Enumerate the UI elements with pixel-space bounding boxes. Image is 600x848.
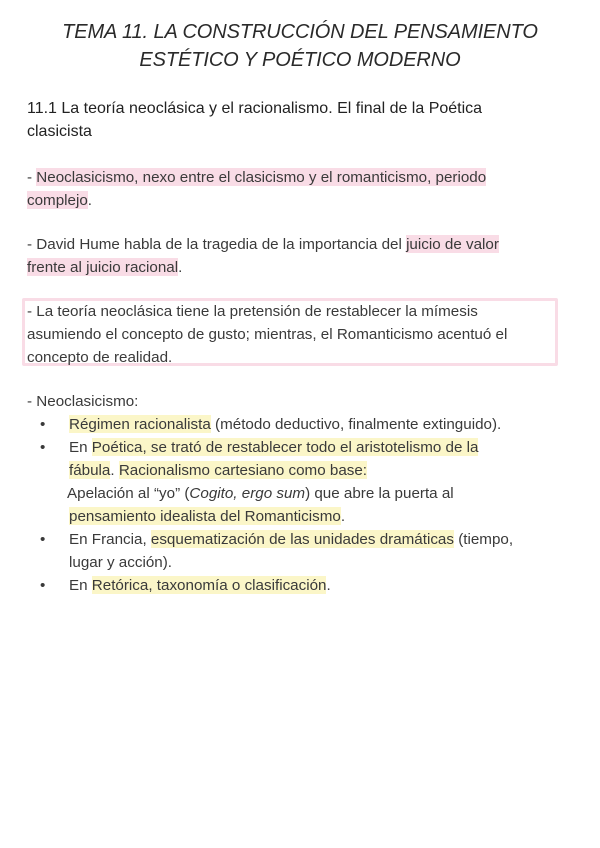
plain-text: . [110, 462, 119, 479]
yellow-highlight: Poética, se trató de restablecer todo el aristotelismo de la [91, 439, 479, 456]
paragraph-hume [27, 233, 557, 279]
plain-text: Apelación al “yo” ( [67, 485, 190, 502]
plain-text: (método deductivo, finalmente extinguido). [210, 416, 502, 433]
paragraph-line: concepto de realidad. [27, 349, 173, 366]
yellow-highlight: esquematización de las unidades dramáticas [150, 531, 454, 548]
plain-text: En [69, 439, 92, 456]
yellow-highlight: fábula [69, 462, 111, 479]
paragraph-line [27, 256, 557, 279]
bullet-dot-icon: • [40, 531, 46, 548]
list-item-line [67, 482, 567, 505]
yellow-highlight: Régimen racionalista [69, 416, 211, 433]
list-item-line [69, 413, 567, 436]
paragraph-teoria-neoclasica [27, 300, 557, 369]
list-item [27, 574, 567, 597]
paragraph-line [27, 166, 557, 189]
list-item-line [69, 505, 567, 528]
list-item-line [69, 459, 567, 482]
paragraph-line: - La teoría neoclásica tiene la pretensión de restablecer la mímesis [27, 303, 478, 320]
list-item [27, 413, 567, 436]
plain-text: ) que abre la puerta al [305, 485, 454, 502]
italic-text: Cogito, ergo sum [189, 485, 306, 502]
pink-highlight: juicio de valor [406, 236, 499, 253]
bullet-dot-icon: • [40, 416, 46, 433]
list-item-line [69, 574, 567, 597]
list-item [27, 436, 567, 528]
list-item-line [69, 528, 567, 551]
period-text: . [340, 508, 346, 525]
dash-text: - [27, 169, 37, 186]
plain-text: En [69, 577, 92, 594]
paragraph-line [27, 233, 557, 256]
yellow-highlight: Retórica, taxonomía o clasificación [91, 577, 327, 594]
pink-highlight: Neoclasicismo, nexo entre el clasicismo y el romanticismo, periodo [36, 169, 487, 186]
neoclasicismo-list [27, 390, 567, 597]
plain-text: (tiempo, [453, 531, 514, 548]
paragraph-line: asumiendo el concepto de gusto; mientras, el Romanticismo acentuó el [27, 326, 508, 343]
page-title [20, 18, 580, 74]
pink-highlight: complejo [27, 192, 88, 209]
period-text: . [326, 577, 331, 594]
yellow-highlight: pensamiento idealista del Romanticismo [69, 508, 341, 525]
period-text: . [178, 259, 183, 276]
list-item [27, 528, 567, 574]
yellow-highlight: Racionalismo cartesiano como base: [118, 462, 368, 479]
plain-text: En Francia, [69, 531, 151, 548]
pink-highlight: frente al juicio racional [27, 259, 179, 276]
title-line-2: ESTÉTICO Y POÉTICO MODERNO [139, 49, 461, 71]
list-item-line [69, 436, 567, 459]
section-heading [27, 97, 547, 143]
list-item-line: lugar y acción). [69, 554, 172, 571]
plain-text: - David Hume habla de la tragedia de la importancia del [27, 236, 407, 253]
bullet-dot-icon: • [40, 577, 46, 594]
bullet-dot-icon: • [40, 439, 46, 456]
section-heading-line-1: 11.1 La teoría neoclásica y el racionalismo. El final de la Poética [27, 100, 483, 117]
section-heading-line-2: clasicista [27, 123, 92, 140]
paragraph-neoclasicismo [27, 166, 557, 212]
period-text: . [87, 192, 93, 209]
list-intro: - Neoclasicismo: [27, 393, 139, 410]
paragraph-line [27, 189, 557, 212]
title-line-1: TEMA 11. LA CONSTRUCCIÓN DEL PENSAMIENTO [62, 21, 538, 43]
